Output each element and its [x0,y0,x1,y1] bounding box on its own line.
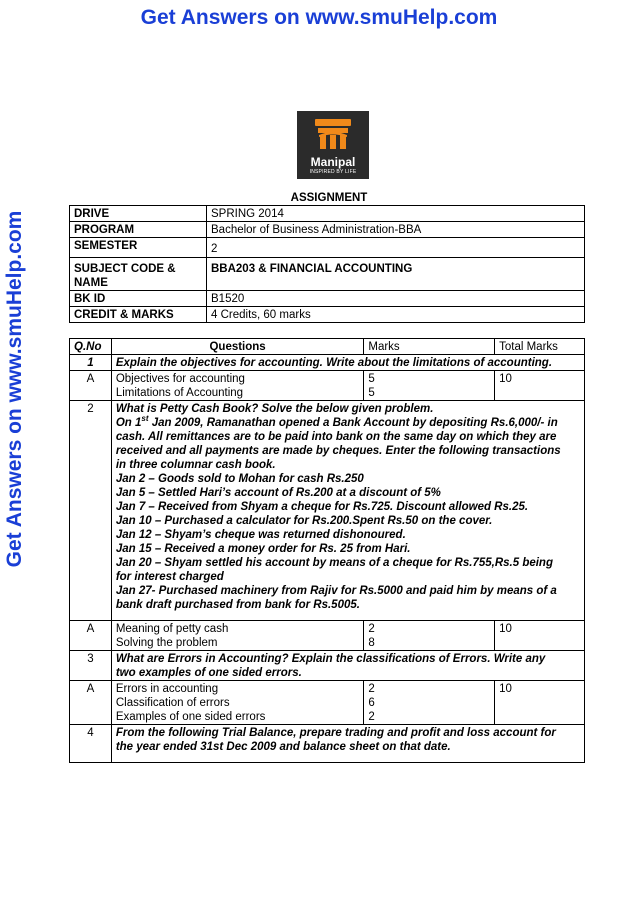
question-line: the year ended 31st Dec 2009 and balance sheet on that date. [115,741,451,753]
logo-wordmark: Manipal [310,155,356,169]
criterion: Solving the problem [115,637,218,649]
question-4-text [111,725,584,763]
criterion: Meaning of petty cash [115,623,229,635]
subject-label-line-2: NAME [74,277,108,289]
criterion: Errors in accounting [115,683,219,695]
criterion-mark: 2 [368,711,375,723]
subject-value: BBA203 & FINANCIAL ACCOUNTING [207,258,585,291]
question-2-total: 10 [495,621,585,651]
side-banner-link[interactable]: Get Answers on www.smuHelp.com [3,210,26,568]
semester-label: SEMESTER [70,238,207,258]
question-2-text [111,401,584,621]
question-line: What are Errors in Accounting? Explain the classifications of Errors. Write any [115,653,546,665]
question-line: cash. All remittances are to be paid into bank on the same day on which they are [115,431,557,443]
criterion: Objectives for accounting [115,373,245,385]
info-row-credit [70,307,585,323]
criterion-mark: 5 [368,387,375,399]
logo-tagline: INSPIRED BY LIFE [309,169,357,175]
top-banner-link[interactable]: Get Answers on www.smuHelp.com [140,6,498,29]
question-line: two examples of one sided errors. [115,667,302,679]
question-line [116,416,580,430]
criterion: Limitations of Accounting [115,387,244,399]
question-2-breakdown-row [70,621,585,651]
header-marks: Marks [364,339,495,355]
header-total-marks: Total Marks [495,339,585,355]
question-line: bank draft purchased from bank for Rs.5005. [115,599,360,611]
manipal-logo [297,111,369,179]
assignment-info-table [69,205,585,323]
bkid-value: B1520 [207,291,585,307]
question-line: Jan 10 – Purchased a calculator for Rs.200.Spent Rs.50 on the cover. [115,515,493,527]
questions-table [69,338,585,763]
question-line: in three columnar cash book. [115,459,276,471]
drive-value: SPRING 2014 [207,206,585,222]
questions-header-row [70,339,585,355]
program-label: PROGRAM [70,222,207,238]
question-2-number: 2 [70,401,112,621]
criterion-mark: 2 [368,683,375,695]
question-1-sub-label: A [70,371,112,401]
criterion-mark: 5 [368,373,375,385]
criterion: Classification of errors [115,697,230,709]
criterion: Examples of one sided errors [115,711,266,723]
info-row-subject [70,258,585,291]
question-3-marks [364,681,495,725]
question-1-criteria [111,371,364,401]
question-3-number: 3 [70,651,112,681]
question-line: for interest charged [115,571,224,583]
assignment-title: ASSIGNMENT [290,192,368,204]
info-row-semester [70,238,585,258]
question-line-part: Jan 2009, Ramanathan opened a Bank Account by depositing Rs.6,000/- in [148,417,558,429]
header-questions: Questions [111,339,364,355]
criterion-mark: 6 [368,697,375,709]
subject-label [70,258,207,291]
subject-label-line-1: SUBJECT CODE & [74,263,176,275]
criterion-mark: 2 [368,623,375,635]
question-line-part: On 1 [115,417,142,429]
question-2-marks [364,621,495,651]
ordinal-suffix: st [141,414,149,424]
program-value: Bachelor of Business Administration-BBA [207,222,585,238]
question-3-row [70,651,585,681]
question-2-row [70,401,585,621]
semester-value: 2 [207,238,585,258]
info-row-program [70,222,585,238]
question-line: received and all payments are made by cheques. Enter the following transactions [115,445,561,457]
question-3-text [111,651,584,681]
credit-label: CREDIT & MARKS [70,307,207,323]
question-3-criteria [111,681,364,725]
question-1-marks [364,371,495,401]
question-1-text: Explain the objectives for accounting. Write about the limitations of accounting. [111,355,584,371]
question-line: Jan 5 – Settled Hari’s account of Rs.200 at a discount of 5% [115,487,441,499]
question-line: Jan 7 – Received from Shyam a cheque for Rs.725. Discount allowed Rs.25. [115,501,529,513]
question-line: Jan 20 – Shyam settled his account by means of a cheque for Rs.755,Rs.5 being [115,557,553,569]
question-1-breakdown-row [70,371,585,401]
question-3-breakdown-row [70,681,585,725]
question-line: What is Petty Cash Book? Solve the below given problem. [115,403,434,415]
criterion-mark: 8 [368,637,375,649]
question-1-total: 10 [495,371,585,401]
question-line: Jan 15 – Received a money order for Rs. 25 from Hari. [115,543,411,555]
question-4-row [70,725,585,763]
question-3-sub-label: A [70,681,112,725]
question-2-sub-label: A [70,621,112,651]
question-1-row [70,355,585,371]
drive-label: DRIVE [70,206,207,222]
question-line: Jan 27- Purchased machinery from Rajiv for Rs.5000 and paid him by means of a [115,585,557,597]
info-row-bkid [70,291,585,307]
credit-value: 4 Credits, 60 marks [207,307,585,323]
header-qno: Q.No [70,339,112,355]
question-2-criteria [111,621,364,651]
bkid-label: BK ID [70,291,207,307]
question-4-number: 4 [70,725,112,763]
question-line: Jan 12 – Shyam’s cheque was returned dishonoured. [115,529,406,541]
question-line: Jan 2 – Goods sold to Mohan for cash Rs.250 [115,473,364,485]
question-3-total: 10 [495,681,585,725]
question-line: From the following Trial Balance, prepare trading and profit and loss account for [115,727,556,739]
info-row-drive [70,206,585,222]
question-1-number: 1 [70,355,112,371]
